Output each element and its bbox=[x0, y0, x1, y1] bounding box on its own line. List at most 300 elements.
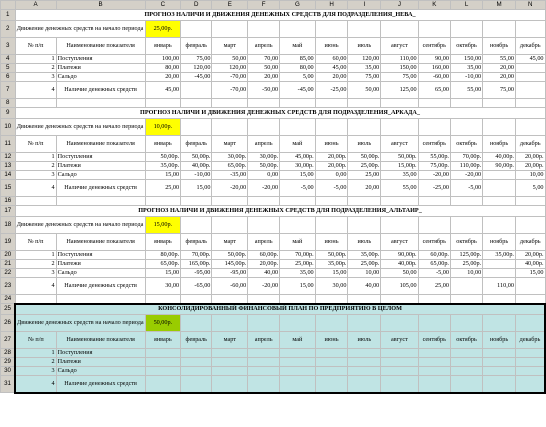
consolidated-initial-value[interactable]: 50,00р. bbox=[145, 315, 181, 332]
value-cell[interactable] bbox=[450, 278, 482, 295]
cell[interactable] bbox=[483, 295, 516, 304]
value-cell[interactable]: 70,00р. bbox=[280, 251, 316, 260]
month-header[interactable]: ноябрь bbox=[483, 38, 516, 55]
value-cell[interactable]: 15,00 bbox=[145, 171, 181, 180]
cell[interactable] bbox=[56, 99, 145, 108]
row-header[interactable]: 17 bbox=[1, 206, 16, 217]
value-cell[interactable]: -60,00 bbox=[418, 73, 450, 82]
value-cell[interactable]: 15,00 bbox=[515, 269, 545, 278]
value-cell[interactable]: 35,00р. bbox=[348, 251, 381, 260]
value-cell[interactable]: 50,00р. bbox=[381, 153, 418, 162]
cell[interactable] bbox=[515, 119, 545, 136]
value-cell[interactable]: 50,00 bbox=[212, 55, 248, 64]
value-cell[interactable]: -95,00 bbox=[212, 269, 248, 278]
cell[interactable] bbox=[483, 358, 516, 367]
row-header[interactable]: 23 bbox=[1, 278, 16, 295]
month-header[interactable]: январь bbox=[145, 332, 181, 349]
row-header[interactable]: 21 bbox=[1, 260, 16, 269]
column-header[interactable]: F bbox=[248, 1, 280, 10]
column-header[interactable]: C bbox=[145, 1, 181, 10]
cell[interactable] bbox=[280, 119, 316, 136]
cell[interactable] bbox=[315, 99, 348, 108]
value-cell[interactable]: 15,00 bbox=[280, 171, 316, 180]
value-cell[interactable]: 15,00 bbox=[145, 269, 181, 278]
value-cell[interactable]: -20,00 bbox=[450, 171, 482, 180]
row-header[interactable]: 7 bbox=[1, 82, 16, 99]
month-header[interactable]: август bbox=[381, 234, 418, 251]
cell[interactable] bbox=[212, 358, 248, 367]
month-header[interactable]: июль bbox=[348, 38, 381, 55]
value-cell[interactable] bbox=[483, 171, 516, 180]
cell[interactable] bbox=[483, 315, 516, 332]
item-label[interactable]: Наличие денежных средств bbox=[56, 82, 145, 99]
cell[interactable] bbox=[280, 376, 316, 393]
cell[interactable] bbox=[280, 217, 316, 234]
value-cell[interactable]: 60,00р. bbox=[248, 251, 280, 260]
value-cell[interactable]: 30,00р. bbox=[248, 153, 280, 162]
cell[interactable] bbox=[418, 21, 450, 38]
value-cell[interactable]: 25,00 bbox=[145, 180, 181, 197]
month-header[interactable]: июнь bbox=[315, 136, 348, 153]
cell[interactable] bbox=[145, 99, 181, 108]
value-cell[interactable]: 40,00р. bbox=[515, 260, 545, 269]
cell[interactable] bbox=[280, 295, 316, 304]
initial-cash-label[interactable]: Движение денежных средств на начало периода bbox=[15, 21, 145, 38]
value-cell[interactable]: 50,00р. bbox=[248, 162, 280, 171]
value-cell[interactable]: 25,00 bbox=[418, 278, 450, 295]
value-cell[interactable] bbox=[483, 180, 516, 197]
value-cell[interactable]: -70,00 bbox=[212, 73, 248, 82]
column-header[interactable]: I bbox=[348, 1, 381, 10]
value-cell[interactable]: 90,00р. bbox=[483, 162, 516, 171]
cell[interactable] bbox=[515, 349, 545, 358]
item-number[interactable]: 2 bbox=[15, 162, 56, 171]
row-header[interactable]: 16 bbox=[1, 197, 16, 206]
column-header[interactable]: L bbox=[450, 1, 482, 10]
value-cell[interactable]: 30,00 bbox=[145, 278, 181, 295]
value-cell[interactable]: -5,00 bbox=[418, 269, 450, 278]
value-cell[interactable]: 160,00 bbox=[418, 64, 450, 73]
cell[interactable] bbox=[381, 367, 418, 376]
value-cell[interactable] bbox=[181, 82, 212, 99]
row-header[interactable]: 15 bbox=[1, 180, 16, 197]
value-cell[interactable] bbox=[483, 269, 516, 278]
item-number[interactable]: 1 bbox=[15, 251, 56, 260]
cell[interactable] bbox=[381, 315, 418, 332]
item-number[interactable]: 4 bbox=[15, 376, 56, 393]
value-cell[interactable]: 10,00 bbox=[515, 171, 545, 180]
initial-cash-label[interactable]: Движение денежных средств на начало периода bbox=[15, 217, 145, 234]
value-cell[interactable]: 55,00 bbox=[450, 82, 482, 99]
cell[interactable] bbox=[181, 315, 212, 332]
value-cell[interactable]: 20,00 bbox=[315, 73, 348, 82]
month-header[interactable]: май bbox=[280, 234, 316, 251]
cell[interactable] bbox=[515, 315, 545, 332]
value-cell[interactable]: 50,00 bbox=[381, 269, 418, 278]
item-number[interactable]: 1 bbox=[15, 153, 56, 162]
value-cell[interactable]: 25,00р. bbox=[280, 260, 316, 269]
month-header[interactable]: декабрь bbox=[515, 332, 545, 349]
value-cell[interactable]: 110,00 bbox=[381, 55, 418, 64]
cell[interactable] bbox=[280, 358, 316, 367]
month-header[interactable]: октябрь bbox=[450, 332, 482, 349]
item-label[interactable]: Наличие денежных средств bbox=[56, 278, 145, 295]
cell[interactable] bbox=[450, 367, 482, 376]
cell[interactable] bbox=[418, 315, 450, 332]
item-label[interactable]: Поступления bbox=[56, 153, 145, 162]
item-label[interactable]: Сальдо bbox=[56, 269, 145, 278]
value-cell[interactable]: 75,00 bbox=[348, 73, 381, 82]
value-cell[interactable]: -95,00 bbox=[181, 269, 212, 278]
cell[interactable] bbox=[348, 21, 381, 38]
cell[interactable] bbox=[145, 349, 181, 358]
value-cell[interactable]: 15,00 bbox=[315, 269, 348, 278]
value-cell[interactable]: -35,00 bbox=[212, 171, 248, 180]
month-header[interactable]: июль bbox=[348, 136, 381, 153]
value-cell[interactable]: 75,00 bbox=[381, 73, 418, 82]
item-label[interactable]: Платежи bbox=[56, 260, 145, 269]
cell[interactable] bbox=[315, 358, 348, 367]
cell[interactable] bbox=[450, 295, 482, 304]
value-cell[interactable]: 110,00р. bbox=[450, 162, 482, 171]
cell[interactable] bbox=[515, 358, 545, 367]
value-cell[interactable]: 50,00р. bbox=[181, 153, 212, 162]
column-header[interactable]: E bbox=[212, 1, 248, 10]
value-cell[interactable]: 100,00 bbox=[145, 55, 181, 64]
cell[interactable] bbox=[145, 197, 181, 206]
cell[interactable] bbox=[181, 367, 212, 376]
value-cell[interactable]: 165,00р. bbox=[181, 260, 212, 269]
value-cell[interactable]: 20,00 bbox=[348, 180, 381, 197]
cell[interactable] bbox=[181, 349, 212, 358]
row-header[interactable]: 11 bbox=[1, 136, 16, 153]
header-name[interactable]: Наименование показателя bbox=[56, 38, 145, 55]
value-cell[interactable]: 15,00р. bbox=[381, 162, 418, 171]
value-cell[interactable]: 20,00 bbox=[248, 73, 280, 82]
item-label[interactable]: Сальдо bbox=[56, 73, 145, 82]
value-cell[interactable]: 0,00 bbox=[248, 171, 280, 180]
cell[interactable] bbox=[515, 197, 545, 206]
column-header[interactable]: N bbox=[515, 1, 545, 10]
item-number[interactable]: 4 bbox=[15, 82, 56, 99]
cell[interactable] bbox=[450, 315, 482, 332]
month-header[interactable]: январь bbox=[145, 136, 181, 153]
value-cell[interactable]: 65,00 bbox=[418, 82, 450, 99]
value-cell[interactable]: 55,00 bbox=[483, 55, 516, 64]
value-cell[interactable]: 15,00 bbox=[280, 278, 316, 295]
cell[interactable] bbox=[248, 376, 280, 393]
cell[interactable] bbox=[15, 99, 56, 108]
value-cell[interactable]: 105,00 bbox=[381, 278, 418, 295]
cell[interactable] bbox=[450, 99, 482, 108]
value-cell[interactable]: 35,00 bbox=[280, 269, 316, 278]
item-number[interactable]: 1 bbox=[15, 55, 56, 64]
initial-cash-label[interactable]: Движение денежных средств на начало периода bbox=[15, 315, 145, 332]
row-header[interactable]: 30 bbox=[1, 367, 16, 376]
month-header[interactable]: февраль bbox=[181, 234, 212, 251]
value-cell[interactable]: 20,00 bbox=[145, 73, 181, 82]
cell[interactable] bbox=[381, 376, 418, 393]
column-header[interactable]: K bbox=[418, 1, 450, 10]
month-header[interactable]: сентябрь bbox=[418, 332, 450, 349]
value-cell[interactable]: 55,00 bbox=[381, 180, 418, 197]
cell[interactable] bbox=[381, 21, 418, 38]
row-header[interactable]: 9 bbox=[1, 108, 16, 119]
row-header[interactable]: 20 bbox=[1, 251, 16, 260]
value-cell[interactable]: 120,00 bbox=[348, 55, 381, 64]
row-header[interactable]: 19 bbox=[1, 234, 16, 251]
value-cell[interactable]: 35,00 bbox=[381, 171, 418, 180]
item-number[interactable]: 4 bbox=[15, 278, 56, 295]
value-cell[interactable]: 85,00 bbox=[280, 55, 316, 64]
initial-cash-value[interactable]: 10,00р. bbox=[145, 119, 181, 136]
value-cell[interactable]: 50,00р. bbox=[348, 153, 381, 162]
header-no[interactable]: № п/п bbox=[15, 332, 56, 349]
cell[interactable] bbox=[515, 295, 545, 304]
cell[interactable] bbox=[348, 119, 381, 136]
row-header[interactable]: 26 bbox=[1, 315, 16, 332]
month-header[interactable]: ноябрь bbox=[483, 234, 516, 251]
cell[interactable] bbox=[483, 376, 516, 393]
cell[interactable] bbox=[212, 217, 248, 234]
value-cell[interactable]: 75,00р. bbox=[418, 162, 450, 171]
cell[interactable] bbox=[515, 99, 545, 108]
value-cell[interactable]: 35,00р. bbox=[315, 260, 348, 269]
cell[interactable] bbox=[381, 197, 418, 206]
value-cell[interactable]: -70,00 bbox=[212, 82, 248, 99]
section-title[interactable]: ПРОГНОЗ НАЛИЧИ И ДВИЖЕНИЯ ДЕНЕЖНЫХ СРЕДСТВ ДЛЯ ПОДРАЗДЕЛЕНИЯ_АРКАДА_ bbox=[15, 108, 545, 119]
cell[interactable] bbox=[315, 376, 348, 393]
value-cell[interactable] bbox=[515, 73, 545, 82]
row-header[interactable]: 1 bbox=[1, 10, 16, 21]
month-header[interactable]: декабрь bbox=[515, 234, 545, 251]
month-header[interactable]: февраль bbox=[181, 136, 212, 153]
value-cell[interactable]: 25,00р. bbox=[348, 260, 381, 269]
column-header[interactable]: A bbox=[15, 1, 56, 10]
month-header[interactable]: январь bbox=[145, 234, 181, 251]
value-cell[interactable]: 125,00 bbox=[381, 82, 418, 99]
item-number[interactable]: 1 bbox=[15, 349, 56, 358]
column-header[interactable]: G bbox=[280, 1, 316, 10]
month-header[interactable]: июнь bbox=[315, 332, 348, 349]
cell[interactable] bbox=[483, 99, 516, 108]
row-header[interactable]: 2 bbox=[1, 21, 16, 38]
value-cell[interactable]: 50,00 bbox=[348, 82, 381, 99]
cell[interactable] bbox=[515, 367, 545, 376]
cell[interactable] bbox=[381, 217, 418, 234]
value-cell[interactable] bbox=[515, 82, 545, 99]
cell[interactable] bbox=[145, 367, 181, 376]
item-number[interactable]: 3 bbox=[15, 367, 56, 376]
value-cell[interactable]: 45,00р. bbox=[280, 153, 316, 162]
cell[interactable] bbox=[248, 99, 280, 108]
month-header[interactable]: ноябрь bbox=[483, 136, 516, 153]
value-cell[interactable]: -20,00 bbox=[248, 278, 280, 295]
item-label[interactable]: Сальдо bbox=[56, 367, 145, 376]
row-header[interactable]: 28 bbox=[1, 349, 16, 358]
cell[interactable] bbox=[181, 376, 212, 393]
row-header[interactable]: 22 bbox=[1, 269, 16, 278]
value-cell[interactable]: 65,00р. bbox=[418, 260, 450, 269]
value-cell[interactable]: 40,00р. bbox=[483, 153, 516, 162]
header-name[interactable]: Наименование показателя bbox=[56, 234, 145, 251]
cell[interactable] bbox=[280, 21, 316, 38]
month-header[interactable]: август bbox=[381, 136, 418, 153]
row-header[interactable]: 25 bbox=[1, 304, 16, 315]
value-cell[interactable]: 20,00р. bbox=[315, 162, 348, 171]
item-number[interactable]: 2 bbox=[15, 260, 56, 269]
row-header[interactable]: 27 bbox=[1, 332, 16, 349]
column-header[interactable]: D bbox=[181, 1, 212, 10]
month-header[interactable]: июль bbox=[348, 234, 381, 251]
month-header[interactable]: май bbox=[280, 38, 316, 55]
row-header[interactable]: 31 bbox=[1, 376, 16, 393]
value-cell[interactable]: 50,00р. bbox=[145, 153, 181, 162]
month-header[interactable]: декабрь bbox=[515, 38, 545, 55]
item-number[interactable]: 3 bbox=[15, 171, 56, 180]
item-number[interactable]: 4 bbox=[15, 180, 56, 197]
cell[interactable] bbox=[212, 21, 248, 38]
cell[interactable] bbox=[280, 367, 316, 376]
cell[interactable] bbox=[280, 349, 316, 358]
month-header[interactable]: октябрь bbox=[450, 234, 482, 251]
item-number[interactable]: 3 bbox=[15, 73, 56, 82]
cell[interactable] bbox=[248, 21, 280, 38]
row-header[interactable]: 18 bbox=[1, 217, 16, 234]
value-cell[interactable]: 60,00 bbox=[315, 55, 348, 64]
cell[interactable] bbox=[181, 197, 212, 206]
month-header[interactable]: апрель bbox=[248, 332, 280, 349]
cell[interactable] bbox=[248, 349, 280, 358]
cell[interactable] bbox=[348, 376, 381, 393]
row-header[interactable]: 6 bbox=[1, 73, 16, 82]
row-header[interactable]: 4 bbox=[1, 55, 16, 64]
month-header[interactable]: май bbox=[280, 332, 316, 349]
cell[interactable] bbox=[315, 295, 348, 304]
value-cell[interactable] bbox=[483, 260, 516, 269]
cell[interactable] bbox=[418, 376, 450, 393]
value-cell[interactable]: -20,00 bbox=[418, 171, 450, 180]
cell[interactable] bbox=[248, 295, 280, 304]
value-cell[interactable]: -25,00 bbox=[315, 82, 348, 99]
cell[interactable] bbox=[515, 21, 545, 38]
cell[interactable] bbox=[381, 119, 418, 136]
value-cell[interactable]: 45,00 bbox=[515, 55, 545, 64]
value-cell[interactable]: 80,00 bbox=[145, 64, 181, 73]
value-cell[interactable]: 50,00р. bbox=[212, 251, 248, 260]
row-header[interactable]: 3 bbox=[1, 38, 16, 55]
value-cell[interactable]: 10,00 bbox=[348, 269, 381, 278]
month-header[interactable]: декабрь bbox=[515, 136, 545, 153]
cell[interactable] bbox=[181, 99, 212, 108]
cell[interactable] bbox=[315, 217, 348, 234]
cell[interactable] bbox=[348, 315, 381, 332]
value-cell[interactable]: 35,00р. bbox=[483, 251, 516, 260]
cell[interactable] bbox=[450, 217, 482, 234]
month-header[interactable]: февраль bbox=[181, 332, 212, 349]
cell[interactable] bbox=[348, 197, 381, 206]
cell[interactable] bbox=[418, 349, 450, 358]
value-cell[interactable]: -25,00 bbox=[418, 180, 450, 197]
row-header[interactable]: 8 bbox=[1, 99, 16, 108]
month-header[interactable]: сентябрь bbox=[418, 38, 450, 55]
cell[interactable] bbox=[315, 367, 348, 376]
cell[interactable] bbox=[212, 295, 248, 304]
cell[interactable] bbox=[483, 349, 516, 358]
section-title[interactable]: ПРОГНОЗ НАЛИЧИ И ДВИЖЕНИЯ ДЕНЕЖНЫХ СРЕДСТВ ДЛЯ ПОДРАЗДЕЛЕНИЯ_АЛЬТАИР_ bbox=[15, 206, 545, 217]
value-cell[interactable]: -20,00 bbox=[248, 180, 280, 197]
cell[interactable] bbox=[212, 99, 248, 108]
cell[interactable] bbox=[315, 315, 348, 332]
item-label[interactable]: Платежи bbox=[56, 358, 145, 367]
cell[interactable] bbox=[483, 367, 516, 376]
month-header[interactable]: март bbox=[212, 332, 248, 349]
value-cell[interactable]: 90,00 bbox=[418, 55, 450, 64]
cell[interactable] bbox=[248, 367, 280, 376]
item-label[interactable]: Сальдо bbox=[56, 171, 145, 180]
cell[interactable] bbox=[15, 295, 56, 304]
cell[interactable] bbox=[212, 119, 248, 136]
cell[interactable] bbox=[418, 197, 450, 206]
month-header[interactable]: сентябрь bbox=[418, 136, 450, 153]
select-all-corner[interactable] bbox=[1, 1, 16, 10]
cell[interactable] bbox=[418, 295, 450, 304]
cell[interactable] bbox=[450, 119, 482, 136]
item-label[interactable]: Платежи bbox=[56, 64, 145, 73]
initial-cash-value[interactable]: 15,00р. bbox=[145, 217, 181, 234]
value-cell[interactable]: -10,00 bbox=[450, 73, 482, 82]
cell[interactable] bbox=[315, 197, 348, 206]
cell[interactable] bbox=[15, 197, 56, 206]
header-no[interactable]: № п/п bbox=[15, 136, 56, 153]
month-header[interactable]: ноябрь bbox=[483, 332, 516, 349]
month-header[interactable]: сентябрь bbox=[418, 234, 450, 251]
header-no[interactable]: № п/п bbox=[15, 234, 56, 251]
value-cell[interactable]: -45,00 bbox=[181, 73, 212, 82]
header-no[interactable]: № п/п bbox=[15, 38, 56, 55]
item-label[interactable]: Наличие денежных средств bbox=[56, 180, 145, 197]
value-cell[interactable]: 65,00р. bbox=[145, 260, 181, 269]
item-label[interactable]: Платежи bbox=[56, 162, 145, 171]
value-cell[interactable]: 150,00 bbox=[450, 55, 482, 64]
cell[interactable] bbox=[418, 119, 450, 136]
cell[interactable] bbox=[248, 217, 280, 234]
month-header[interactable]: август bbox=[381, 38, 418, 55]
value-cell[interactable]: 55,00р. bbox=[418, 153, 450, 162]
value-cell[interactable]: 40,00 bbox=[248, 269, 280, 278]
month-header[interactable]: октябрь bbox=[450, 38, 482, 55]
value-cell[interactable]: -10,00 bbox=[181, 171, 212, 180]
cell[interactable] bbox=[212, 349, 248, 358]
value-cell[interactable]: -5,00 bbox=[280, 180, 316, 197]
value-cell[interactable]: 20,00 bbox=[483, 73, 516, 82]
value-cell[interactable]: 145,00р. bbox=[212, 260, 248, 269]
month-header[interactable]: август bbox=[381, 332, 418, 349]
month-header[interactable]: июнь bbox=[315, 38, 348, 55]
cell[interactable] bbox=[315, 119, 348, 136]
value-cell[interactable]: 90,00р. bbox=[381, 251, 418, 260]
cell[interactable] bbox=[56, 295, 145, 304]
cell[interactable] bbox=[248, 119, 280, 136]
cell[interactable] bbox=[315, 21, 348, 38]
column-header[interactable]: B bbox=[56, 1, 145, 10]
cell[interactable] bbox=[248, 358, 280, 367]
cell[interactable] bbox=[450, 349, 482, 358]
month-header[interactable]: апрель bbox=[248, 136, 280, 153]
row-header[interactable]: 12 bbox=[1, 153, 16, 162]
cell[interactable] bbox=[381, 358, 418, 367]
value-cell[interactable]: 20,00р. bbox=[515, 153, 545, 162]
